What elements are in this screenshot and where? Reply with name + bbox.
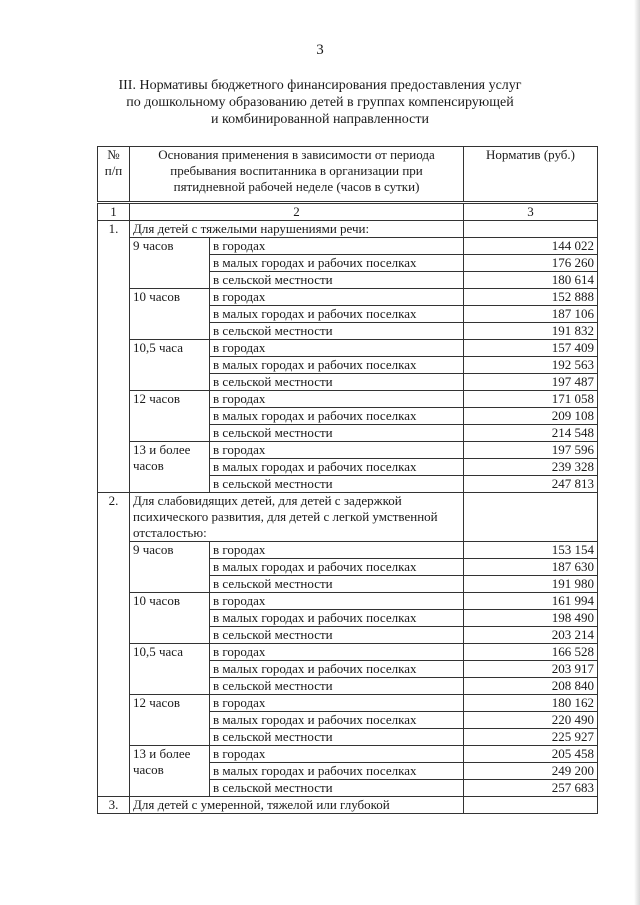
area-cell: в городах xyxy=(210,695,464,712)
area-cell: в малых городах и рабочих поселках xyxy=(210,408,464,425)
empty-cell xyxy=(464,797,598,814)
area-cell: в городах xyxy=(210,442,464,459)
area-cell: в малых городах и рабочих поселках xyxy=(210,306,464,323)
section-title: Для слабовидящих детей, для детей с задержкой психического развития, для детей с легкой умственной отсталостью: xyxy=(130,493,464,542)
area-cell: в сельской местности xyxy=(210,627,464,644)
empty-cell xyxy=(464,493,598,542)
section-number: 3. xyxy=(98,797,130,814)
table-row xyxy=(98,442,598,459)
title-line: III. Нормативы бюджетного финансирования предоставления услуг xyxy=(118,78,522,93)
norm-value: 180 614 xyxy=(464,272,598,289)
hours-cell: 9 часов xyxy=(130,542,210,593)
area-cell: в малых городах и рабочих поселках xyxy=(210,763,464,780)
area-cell: в малых городах и рабочих поселках xyxy=(210,255,464,272)
title-line: по дошкольному образованию детей в группах компенсирующей xyxy=(126,95,514,110)
area-cell: в городах xyxy=(210,593,464,610)
hours-cell: 13 и более часов xyxy=(130,442,210,493)
section-row xyxy=(98,493,598,542)
norm-value: 144 022 xyxy=(464,238,598,255)
header-basis: Основания применения в зависимости от периода пребывания воспитанника в организации при пятидневной рабочей неделе (часов в сутки) xyxy=(130,147,464,203)
hours-cell: 10,5 часа xyxy=(130,340,210,391)
norm-value: 171 058 xyxy=(464,391,598,408)
table-row xyxy=(98,340,598,357)
document-title xyxy=(110,77,530,128)
norm-value: 257 683 xyxy=(464,780,598,797)
norm-value: 220 490 xyxy=(464,712,598,729)
norm-value: 239 328 xyxy=(464,459,598,476)
area-cell: в сельской местности xyxy=(210,678,464,695)
scan-edge xyxy=(634,0,640,905)
area-cell: в малых городах и рабочих поселках xyxy=(210,559,464,576)
area-cell: в городах xyxy=(210,289,464,306)
table-row xyxy=(98,695,598,712)
hours-cell: 12 часов xyxy=(130,391,210,442)
norm-value: 191 832 xyxy=(464,323,598,340)
norm-value: 203 917 xyxy=(464,661,598,678)
hours-cell: 10,5 часа xyxy=(130,644,210,695)
norm-value: 247 813 xyxy=(464,476,598,493)
norm-value: 187 630 xyxy=(464,559,598,576)
table-row xyxy=(98,238,598,255)
column-number: 1 xyxy=(98,203,130,221)
norm-value: 203 214 xyxy=(464,627,598,644)
norm-value: 191 980 xyxy=(464,576,598,593)
area-cell: в сельской местности xyxy=(210,272,464,289)
norm-value: 187 106 xyxy=(464,306,598,323)
norms-table-body xyxy=(98,147,598,814)
section-row xyxy=(98,221,598,238)
table-row xyxy=(98,542,598,559)
area-cell: в малых городах и рабочих поселках xyxy=(210,610,464,627)
table-row xyxy=(98,746,598,763)
norm-value: 153 154 xyxy=(464,542,598,559)
page-number: 3 xyxy=(316,42,324,58)
norm-value: 225 927 xyxy=(464,729,598,746)
area-cell: в сельской местности xyxy=(210,780,464,797)
area-cell: в городах xyxy=(210,746,464,763)
header-number: № п/п xyxy=(98,147,130,203)
norm-value: 157 409 xyxy=(464,340,598,357)
norm-value: 249 200 xyxy=(464,763,598,780)
table-row xyxy=(98,593,598,610)
area-cell: в малых городах и рабочих поселках xyxy=(210,712,464,729)
norm-value: 180 162 xyxy=(464,695,598,712)
area-cell: в городах xyxy=(210,644,464,661)
norm-value: 161 994 xyxy=(464,593,598,610)
area-cell: в сельской местности xyxy=(210,323,464,340)
area-cell: в сельской местности xyxy=(210,729,464,746)
column-number: 2 xyxy=(130,203,464,221)
section-number: 1. xyxy=(98,221,130,493)
area-cell: в городах xyxy=(210,238,464,255)
area-cell: в сельской местности xyxy=(210,576,464,593)
section-title: Для детей с тяжелыми нарушениями речи: xyxy=(130,221,464,238)
area-cell: в малых городах и рабочих поселках xyxy=(210,661,464,678)
norm-value: 176 260 xyxy=(464,255,598,272)
table-row xyxy=(98,289,598,306)
hours-cell: 10 часов xyxy=(130,289,210,340)
norm-value: 214 548 xyxy=(464,425,598,442)
area-cell: в сельской местности xyxy=(210,425,464,442)
header-norm: Норматив (руб.) xyxy=(464,147,598,203)
hours-cell: 13 и более часов xyxy=(130,746,210,797)
area-cell: в городах xyxy=(210,391,464,408)
table-row xyxy=(98,391,598,408)
section-number: 2. xyxy=(98,493,130,797)
empty-cell xyxy=(464,221,598,238)
norm-value: 209 108 xyxy=(464,408,598,425)
norm-value: 198 490 xyxy=(464,610,598,627)
table-header-row xyxy=(98,147,598,203)
norm-value: 197 596 xyxy=(464,442,598,459)
norm-value: 205 458 xyxy=(464,746,598,763)
norm-value: 192 563 xyxy=(464,357,598,374)
column-number: 3 xyxy=(464,203,598,221)
area-cell: в сельской местности xyxy=(210,374,464,391)
hours-cell: 10 часов xyxy=(130,593,210,644)
norm-value: 197 487 xyxy=(464,374,598,391)
hours-cell: 9 часов xyxy=(130,238,210,289)
area-cell: в сельской местности xyxy=(210,476,464,493)
area-cell: в малых городах и рабочих поселках xyxy=(210,459,464,476)
hours-cell: 12 часов xyxy=(130,695,210,746)
norm-value: 166 528 xyxy=(464,644,598,661)
area-cell: в городах xyxy=(210,340,464,357)
section-title: Для детей с умеренной, тяжелой или глубокой xyxy=(130,797,464,814)
column-number-row xyxy=(98,203,598,221)
title-line: и комбинированной направленности xyxy=(211,112,429,127)
section-row xyxy=(98,797,598,814)
table-row xyxy=(98,644,598,661)
norms-table xyxy=(97,146,598,814)
norm-value: 208 840 xyxy=(464,678,598,695)
norm-value: 152 888 xyxy=(464,289,598,306)
area-cell: в городах xyxy=(210,542,464,559)
area-cell: в малых городах и рабочих поселках xyxy=(210,357,464,374)
